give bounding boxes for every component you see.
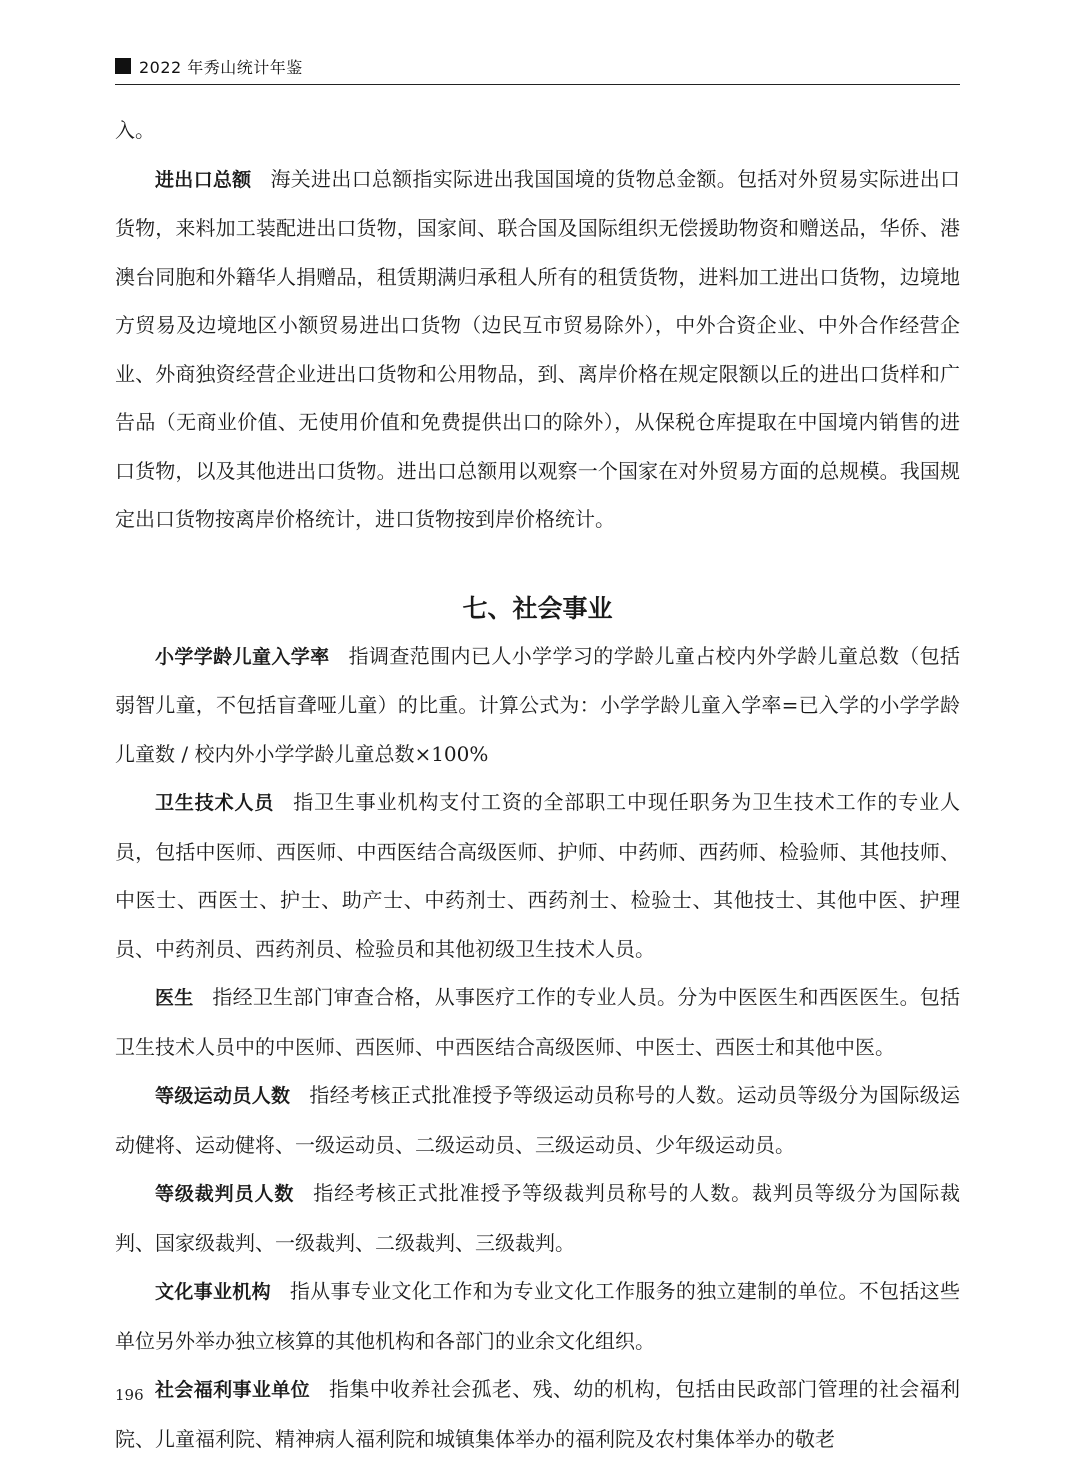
entry-ranked-referees — [115, 1169, 960, 1267]
entry-term: 卫生技术人员 — [155, 792, 275, 814]
entry-cultural-institutions — [115, 1267, 960, 1365]
entry-text: 指经考核正式批准授予等级裁判员称号的人数。裁判员等级分为国际裁判、国家级裁判、一级裁判、二级裁判、三级裁判。 — [115, 1181, 960, 1255]
entry-term: 社会福利事业单位 — [155, 1379, 310, 1401]
entry-text: 指从事专业文化工作和为专业文化工作服务的独立建制的单位。不包括这些单位另外举办独立核算的其他机构和各部门的业余文化组织。 — [115, 1279, 960, 1353]
entry-text: 指集中收养社会孤老、残、幼的机构，包括由民政部门管理的社会福利院、儿童福利院、精神病人福利院和城镇集体举办的福利院及农村集体举办的敬老 — [115, 1377, 960, 1451]
entry-term: 小学学龄儿童入学率 — [155, 645, 330, 668]
entry-import-export — [115, 155, 960, 544]
section-title: 七、社会事业 — [462, 593, 613, 623]
entry-text: 指经考核正式批准授予等级运动员称号的人数。运动员等级分为国际级运动健将、运动健将、一级运动员、二级运动员、三级运动员、少年级运动员。 — [115, 1083, 960, 1157]
entry-term: 等级裁判员人数 — [155, 1183, 295, 1205]
entry-text: 指卫生事业机构支付工资的全部职工中现任职务为卫生技术工作的专业人员，包括中医师、西医师、中西医结合高级医师、护师、中药师、西药师、检验师、其他技师、中医士、西医士、护士、助产士、中药剂士、西药剂士、检验士、其他技士、其他中医、护理员、中药剂员、西药剂员、检验员和其他初级卫生技术人员。 — [115, 790, 960, 961]
entry-text: 海关进出口总额指实际进出我国国境的货物总金额。包括对外贸易实际进出口货物，来料加工装配进出口货物，国家间、联合国及国际组织无偿援助物资和赠送品，华侨、港澳台同胞和外籍华人捐赠品，租赁期满归承租人所有的租赁货物，进料加工进出口货物，边境地方贸易及边境地区小额贸易进出口货物（边民互市贸易除外），中外合资企业、中外合作经营企业、外商独资经营企业进出口货物和公用物品，到、离岸价格在规定限额以丘的进出口货样和广告品（无商业价值、无使用价值和免费提供出口的除外），从保税仓库提取在中国境内销售的进口货物，以及其他进出口货物。进出口总额用以观察一个国家在对外贸易方面的总规模。我国规定出口货物按离岸价格统计，进口货物按到岸价格统计。 — [115, 166, 960, 531]
entry-doctors — [115, 973, 960, 1071]
entry-health-technicians — [115, 778, 960, 973]
header-title: 2022 年秀山统计年鉴 — [139, 58, 303, 77]
page-content — [115, 106, 960, 1463]
entry-ranked-athletes — [115, 1071, 960, 1169]
page-header — [115, 56, 960, 85]
entry-social-welfare-units — [115, 1365, 960, 1463]
entry-term: 等级运动员人数 — [155, 1085, 291, 1107]
entry-text: 指调查范围内已人小学学习的学龄儿童占校内外学龄儿童总数（包括弱智儿童，不包括盲聋哑儿童）的比重。计算公式为：小学学龄儿童入学率=已入学的小学学龄儿童数 / 校内外小学学龄儿童总数×100% — [115, 643, 960, 766]
entry-text: 指经卫生部门审查合格，从事医疗工作的专业人员。分为中医医生和西医医生。包括卫生技术人员中的中医师、西医师、中西医结合高级医师、中医士、西医士和其他中医。 — [115, 985, 960, 1059]
continuation-text: 入。 — [115, 118, 155, 142]
entry-term: 文化事业机构 — [155, 1281, 271, 1303]
entry-term: 进出口总额 — [155, 168, 252, 191]
header-square-marker — [115, 58, 131, 74]
entry-term: 医生 — [155, 987, 194, 1009]
page-number: 196 — [115, 1386, 144, 1404]
entry-enrollment-rate — [115, 632, 960, 779]
